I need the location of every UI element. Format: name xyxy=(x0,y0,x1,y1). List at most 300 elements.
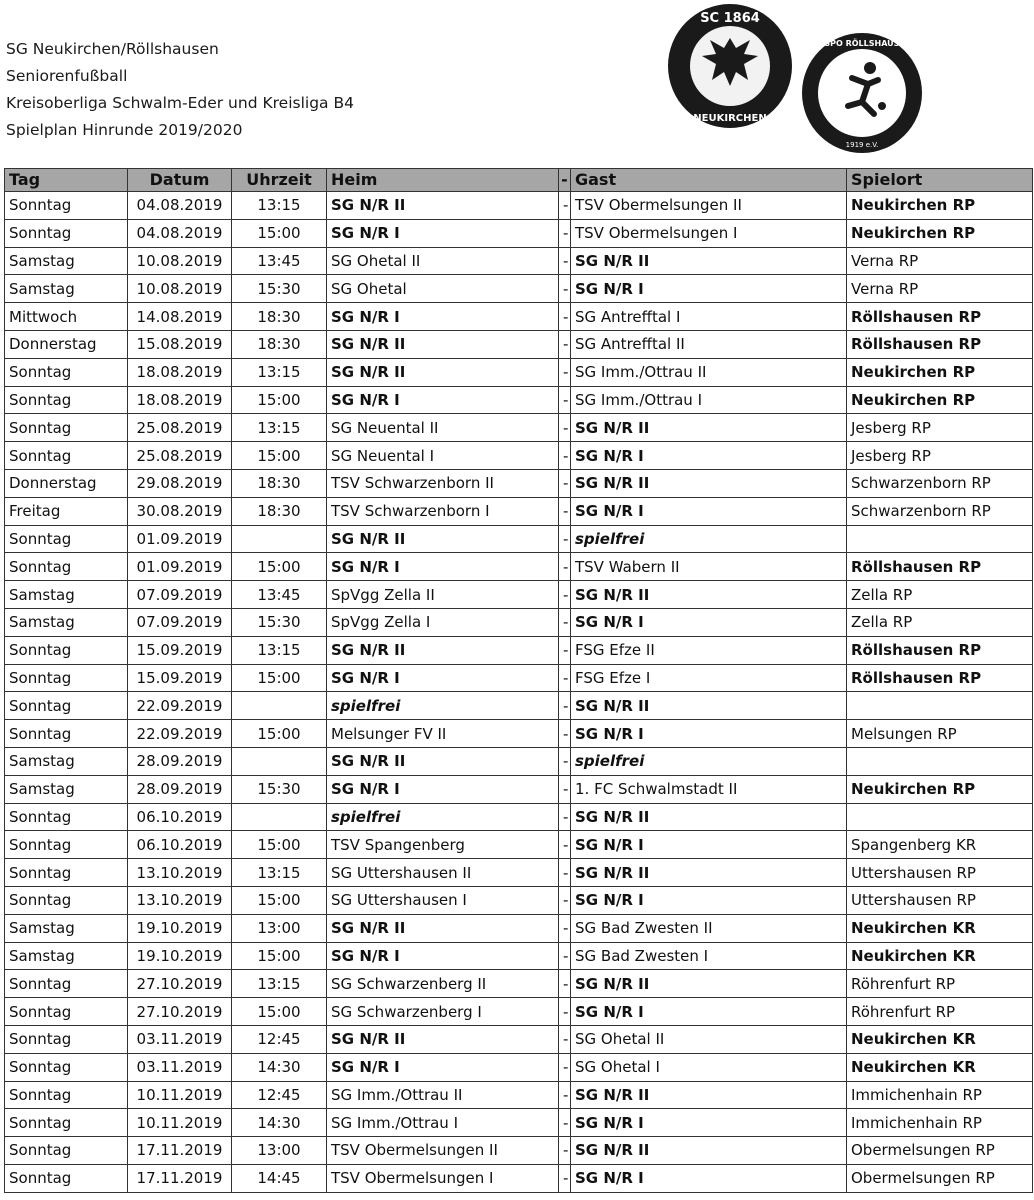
cell-datum: 27.10.2019 xyxy=(128,998,232,1026)
col-header-sep: - xyxy=(559,169,571,192)
cell-datum: 30.08.2019 xyxy=(128,497,232,525)
cell-datum: 22.09.2019 xyxy=(128,720,232,748)
cell-heim: SG N/R I xyxy=(327,775,559,803)
table-row xyxy=(5,1137,1033,1165)
cell-sep: - xyxy=(559,998,571,1026)
cell-heim: Melsunger FV II xyxy=(327,720,559,748)
cell-heim: SG N/R I xyxy=(327,942,559,970)
cell-spielort: Neukirchen RP xyxy=(847,219,1033,247)
cell-sep: - xyxy=(559,442,571,470)
cell-spielort: Neukirchen RP xyxy=(847,358,1033,386)
cell-datum: 07.09.2019 xyxy=(128,581,232,609)
table-row xyxy=(5,581,1033,609)
cell-gast: SG N/R I xyxy=(571,831,847,859)
league-name: Kreisoberliga Schwalm-Eder und Kreisliga B4 xyxy=(6,94,354,112)
cell-heim: SG Uttershausen I xyxy=(327,886,559,914)
cell-gast: SG Antrefftal I xyxy=(571,303,847,331)
col-header-tag: Tag xyxy=(5,169,128,192)
cell-heim: SG Schwarzenberg II xyxy=(327,970,559,998)
table-row xyxy=(5,1164,1033,1192)
cell-spielort: Uttershausen RP xyxy=(847,859,1033,887)
cell-sep: - xyxy=(559,358,571,386)
table-row xyxy=(5,525,1033,553)
table-row xyxy=(5,469,1033,497)
cell-uhrzeit: 13:15 xyxy=(232,636,327,664)
col-header-gast: Gast xyxy=(571,169,847,192)
cell-uhrzeit: 15:00 xyxy=(232,442,327,470)
cell-tag: Sonntag xyxy=(5,192,128,220)
cell-sep: - xyxy=(559,192,571,220)
cell-tag: Sonntag xyxy=(5,664,128,692)
cell-gast: SG Antrefftal II xyxy=(571,330,847,358)
table-row xyxy=(5,664,1033,692)
table-row xyxy=(5,970,1033,998)
cell-uhrzeit: 15:00 xyxy=(232,998,327,1026)
table-row xyxy=(5,692,1033,720)
table-row xyxy=(5,859,1033,887)
cell-datum: 10.11.2019 xyxy=(128,1109,232,1137)
cell-uhrzeit: 15:00 xyxy=(232,942,327,970)
table-row xyxy=(5,1025,1033,1053)
cell-spielort: Neukirchen KR xyxy=(847,1053,1033,1081)
cell-sep: - xyxy=(559,1025,571,1053)
table-row xyxy=(5,608,1033,636)
cell-heim: TSV Schwarzenborn I xyxy=(327,497,559,525)
sc-neukirchen-logo xyxy=(660,0,800,135)
cell-sep: - xyxy=(559,886,571,914)
cell-tag: Sonntag xyxy=(5,720,128,748)
cell-spielort: Verna RP xyxy=(847,275,1033,303)
cell-sep: - xyxy=(559,1109,571,1137)
schedule-table xyxy=(4,168,1033,1193)
cell-heim: SG N/R I xyxy=(327,303,559,331)
cell-gast: SG N/R I xyxy=(571,497,847,525)
cell-heim: SpVgg Zella II xyxy=(327,581,559,609)
cell-heim: SG Schwarzenberg I xyxy=(327,998,559,1026)
cell-heim: SG Neuental I xyxy=(327,442,559,470)
cell-datum: 28.09.2019 xyxy=(128,775,232,803)
cell-sep: - xyxy=(559,608,571,636)
cell-sep: - xyxy=(559,942,571,970)
table-row xyxy=(5,553,1033,581)
cell-gast: SG N/R II xyxy=(571,1081,847,1109)
cell-spielort: Neukirchen KR xyxy=(847,942,1033,970)
cell-tag: Samstag xyxy=(5,275,128,303)
cell-tag: Sonntag xyxy=(5,525,128,553)
cell-gast: SG Imm./Ottrau II xyxy=(571,358,847,386)
cell-datum: 18.08.2019 xyxy=(128,386,232,414)
cell-uhrzeit: 15:00 xyxy=(232,886,327,914)
cell-gast: SG Ohetal I xyxy=(571,1053,847,1081)
svg-text:TUSPO RÖLLSHAUSEN: TUSPO RÖLLSHAUSEN xyxy=(812,39,912,48)
cell-tag: Sonntag xyxy=(5,1025,128,1053)
table-row xyxy=(5,803,1033,831)
cell-sep: - xyxy=(559,414,571,442)
cell-gast: 1. FC Schwalmstadt II xyxy=(571,775,847,803)
cell-heim: SG N/R I xyxy=(327,664,559,692)
cell-spielort: Verna RP xyxy=(847,247,1033,275)
cell-sep: - xyxy=(559,636,571,664)
cell-gast: FSG Efze I xyxy=(571,664,847,692)
table-header-row xyxy=(5,169,1033,192)
cell-datum: 13.10.2019 xyxy=(128,886,232,914)
cell-gast: TSV Obermelsungen II xyxy=(571,192,847,220)
cell-gast: SG N/R II xyxy=(571,247,847,275)
cell-heim: SG N/R I xyxy=(327,553,559,581)
cell-heim: SG Neuental II xyxy=(327,414,559,442)
cell-gast: SG N/R II xyxy=(571,414,847,442)
cell-uhrzeit: 18:30 xyxy=(232,330,327,358)
cell-sep: - xyxy=(559,747,571,775)
cell-sep: - xyxy=(559,275,571,303)
cell-sep: - xyxy=(559,330,571,358)
cell-uhrzeit xyxy=(232,692,327,720)
cell-spielort xyxy=(847,747,1033,775)
cell-gast: FSG Efze II xyxy=(571,636,847,664)
svg-text:NEUKIRCHEN: NEUKIRCHEN xyxy=(693,113,767,124)
cell-uhrzeit: 13:15 xyxy=(232,358,327,386)
cell-sep: - xyxy=(559,247,571,275)
cell-datum: 13.10.2019 xyxy=(128,859,232,887)
table-row xyxy=(5,1053,1033,1081)
cell-tag: Sonntag xyxy=(5,859,128,887)
cell-gast: SG N/R I xyxy=(571,998,847,1026)
cell-uhrzeit: 14:30 xyxy=(232,1109,327,1137)
table-row xyxy=(5,1081,1033,1109)
cell-heim: SG Ohetal II xyxy=(327,247,559,275)
cell-datum: 10.08.2019 xyxy=(128,275,232,303)
cell-tag: Samstag xyxy=(5,942,128,970)
svg-text:1919 e.V.: 1919 e.V. xyxy=(845,141,879,149)
cell-tag: Sonntag xyxy=(5,970,128,998)
cell-tag: Sonntag xyxy=(5,219,128,247)
cell-uhrzeit: 14:45 xyxy=(232,1164,327,1192)
cell-datum: 06.10.2019 xyxy=(128,831,232,859)
cell-tag: Sonntag xyxy=(5,998,128,1026)
table-row xyxy=(5,998,1033,1026)
cell-spielort: Röhrenfurt RP xyxy=(847,970,1033,998)
cell-heim: TSV Obermelsungen II xyxy=(327,1137,559,1165)
table-row xyxy=(5,914,1033,942)
cell-uhrzeit: 12:45 xyxy=(232,1081,327,1109)
cell-datum: 06.10.2019 xyxy=(128,803,232,831)
cell-spielort: Röllshausen RP xyxy=(847,553,1033,581)
cell-tag: Sonntag xyxy=(5,1164,128,1192)
cell-spielort: Immichenhain RP xyxy=(847,1081,1033,1109)
cell-tag: Samstag xyxy=(5,747,128,775)
table-row xyxy=(5,386,1033,414)
cell-uhrzeit: 13:15 xyxy=(232,414,327,442)
cell-spielort: Melsungen RP xyxy=(847,720,1033,748)
cell-sep: - xyxy=(559,386,571,414)
cell-spielort xyxy=(847,525,1033,553)
cell-gast: SG N/R II xyxy=(571,803,847,831)
cell-uhrzeit: 13:00 xyxy=(232,1137,327,1165)
cell-uhrzeit: 13:45 xyxy=(232,247,327,275)
cell-datum: 25.08.2019 xyxy=(128,442,232,470)
cell-tag: Mittwoch xyxy=(5,303,128,331)
table-row xyxy=(5,636,1033,664)
table-row xyxy=(5,942,1033,970)
cell-sep: - xyxy=(559,803,571,831)
cell-tag: Samstag xyxy=(5,608,128,636)
cell-gast: spielfrei xyxy=(571,747,847,775)
cell-gast: SG Imm./Ottrau I xyxy=(571,386,847,414)
cell-spielort: Röhrenfurt RP xyxy=(847,998,1033,1026)
cell-gast: SG N/R I xyxy=(571,1164,847,1192)
table-row xyxy=(5,414,1033,442)
cell-gast: SG N/R II xyxy=(571,469,847,497)
cell-uhrzeit: 15:00 xyxy=(232,553,327,581)
cell-datum: 10.08.2019 xyxy=(128,247,232,275)
cell-tag: Sonntag xyxy=(5,1053,128,1081)
table-row xyxy=(5,497,1033,525)
cell-uhrzeit: 13:45 xyxy=(232,581,327,609)
cell-datum: 28.09.2019 xyxy=(128,747,232,775)
table-row xyxy=(5,358,1033,386)
cell-gast: TSV Obermelsungen I xyxy=(571,219,847,247)
cell-datum: 04.08.2019 xyxy=(128,219,232,247)
cell-spielort: Obermelsungen RP xyxy=(847,1137,1033,1165)
cell-datum: 19.10.2019 xyxy=(128,942,232,970)
cell-uhrzeit: 15:30 xyxy=(232,608,327,636)
cell-gast: SG Bad Zwesten II xyxy=(571,914,847,942)
cell-uhrzeit: 13:00 xyxy=(232,914,327,942)
cell-gast: SG N/R II xyxy=(571,692,847,720)
col-header-spielort: Spielort xyxy=(847,169,1033,192)
cell-heim: SG N/R I xyxy=(327,219,559,247)
cell-spielort: Schwarzenborn RP xyxy=(847,497,1033,525)
cell-uhrzeit: 15:00 xyxy=(232,831,327,859)
cell-uhrzeit xyxy=(232,747,327,775)
cell-spielort: Spangenberg KR xyxy=(847,831,1033,859)
document-header xyxy=(6,36,354,144)
cell-uhrzeit: 13:15 xyxy=(232,859,327,887)
cell-spielort: Uttershausen RP xyxy=(847,886,1033,914)
cell-spielort: Neukirchen KR xyxy=(847,914,1033,942)
cell-heim: TSV Schwarzenborn II xyxy=(327,469,559,497)
cell-spielort: Schwarzenborn RP xyxy=(847,469,1033,497)
cell-heim: SG N/R I xyxy=(327,1053,559,1081)
table-row xyxy=(5,303,1033,331)
cell-datum: 01.09.2019 xyxy=(128,553,232,581)
table-row xyxy=(5,831,1033,859)
table-row xyxy=(5,747,1033,775)
club-logos xyxy=(660,0,930,160)
cell-datum: 15.09.2019 xyxy=(128,636,232,664)
cell-gast: TSV Wabern II xyxy=(571,553,847,581)
cell-sep: - xyxy=(559,303,571,331)
cell-tag: Sonntag xyxy=(5,414,128,442)
cell-sep: - xyxy=(559,581,571,609)
cell-heim: SG N/R II xyxy=(327,914,559,942)
cell-uhrzeit: 15:00 xyxy=(232,386,327,414)
cell-uhrzeit xyxy=(232,803,327,831)
cell-datum: 17.11.2019 xyxy=(128,1137,232,1165)
cell-sep: - xyxy=(559,1053,571,1081)
cell-sep: - xyxy=(559,1137,571,1165)
cell-heim: SG N/R II xyxy=(327,1025,559,1053)
cell-gast: SG N/R I xyxy=(571,275,847,303)
cell-sep: - xyxy=(559,914,571,942)
cell-datum: 14.08.2019 xyxy=(128,303,232,331)
cell-sep: - xyxy=(559,970,571,998)
cell-uhrzeit: 18:30 xyxy=(232,469,327,497)
cell-tag: Sonntag xyxy=(5,1137,128,1165)
cell-heim: SG N/R II xyxy=(327,330,559,358)
cell-uhrzeit: 15:00 xyxy=(232,720,327,748)
cell-datum: 07.09.2019 xyxy=(128,608,232,636)
table-row xyxy=(5,275,1033,303)
cell-uhrzeit: 12:45 xyxy=(232,1025,327,1053)
schedule-title: Spielplan Hinrunde 2019/2020 xyxy=(6,121,243,139)
cell-datum: 29.08.2019 xyxy=(128,469,232,497)
cell-spielort: Zella RP xyxy=(847,581,1033,609)
cell-tag: Samstag xyxy=(5,247,128,275)
cell-sep: - xyxy=(559,497,571,525)
cell-datum: 18.08.2019 xyxy=(128,358,232,386)
cell-sep: - xyxy=(559,525,571,553)
cell-heim: SG Imm./Ottrau I xyxy=(327,1109,559,1137)
cell-tag: Sonntag xyxy=(5,358,128,386)
cell-sep: - xyxy=(559,1081,571,1109)
table-row xyxy=(5,247,1033,275)
cell-sep: - xyxy=(559,775,571,803)
cell-datum: 01.09.2019 xyxy=(128,525,232,553)
cell-tag: Samstag xyxy=(5,775,128,803)
cell-tag: Donnerstag xyxy=(5,330,128,358)
cell-uhrzeit: 15:30 xyxy=(232,775,327,803)
cell-datum: 03.11.2019 xyxy=(128,1053,232,1081)
cell-spielort xyxy=(847,803,1033,831)
cell-heim: SG N/R I xyxy=(327,386,559,414)
cell-uhrzeit: 15:30 xyxy=(232,275,327,303)
cell-gast: SG N/R I xyxy=(571,442,847,470)
cell-sep: - xyxy=(559,219,571,247)
cell-spielort: Neukirchen RP xyxy=(847,192,1033,220)
cell-tag: Donnerstag xyxy=(5,469,128,497)
club-name: SG Neukirchen/Röllshausen xyxy=(6,40,219,58)
cell-heim: SG Ohetal xyxy=(327,275,559,303)
table-row xyxy=(5,1109,1033,1137)
cell-tag: Sonntag xyxy=(5,803,128,831)
cell-uhrzeit: 14:30 xyxy=(232,1053,327,1081)
cell-spielort: Jesberg RP xyxy=(847,442,1033,470)
cell-spielort: Zella RP xyxy=(847,608,1033,636)
section-name: Seniorenfußball xyxy=(6,67,128,85)
cell-sep: - xyxy=(559,692,571,720)
cell-tag: Sonntag xyxy=(5,636,128,664)
cell-uhrzeit: 18:30 xyxy=(232,303,327,331)
cell-gast: SG N/R II xyxy=(571,970,847,998)
cell-spielort: Röllshausen RP xyxy=(847,330,1033,358)
cell-heim: TSV Spangenberg xyxy=(327,831,559,859)
cell-heim: SG N/R II xyxy=(327,192,559,220)
cell-heim: SpVgg Zella I xyxy=(327,608,559,636)
cell-sep: - xyxy=(559,859,571,887)
cell-gast: SG N/R II xyxy=(571,1137,847,1165)
cell-spielort: Röllshausen RP xyxy=(847,636,1033,664)
cell-gast: spielfrei xyxy=(571,525,847,553)
cell-tag: Sonntag xyxy=(5,886,128,914)
cell-sep: - xyxy=(559,831,571,859)
cell-spielort: Röllshausen RP xyxy=(847,664,1033,692)
cell-spielort: Jesberg RP xyxy=(847,414,1033,442)
cell-gast: SG Bad Zwesten I xyxy=(571,942,847,970)
cell-uhrzeit: 18:30 xyxy=(232,497,327,525)
tuspo-rollshausen-logo xyxy=(800,28,926,158)
cell-sep: - xyxy=(559,720,571,748)
cell-tag: Sonntag xyxy=(5,386,128,414)
cell-datum: 10.11.2019 xyxy=(128,1081,232,1109)
cell-heim: TSV Obermelsungen I xyxy=(327,1164,559,1192)
cell-datum: 17.11.2019 xyxy=(128,1164,232,1192)
col-header-uhrzeit: Uhrzeit xyxy=(232,169,327,192)
svg-text:SC 1864: SC 1864 xyxy=(700,11,760,26)
cell-gast: SG N/R II xyxy=(571,859,847,887)
cell-tag: Sonntag xyxy=(5,831,128,859)
cell-gast: SG Ohetal II xyxy=(571,1025,847,1053)
cell-spielort: Neukirchen RP xyxy=(847,386,1033,414)
cell-tag: Sonntag xyxy=(5,1081,128,1109)
table-row xyxy=(5,775,1033,803)
cell-uhrzeit xyxy=(232,525,327,553)
cell-datum: 04.08.2019 xyxy=(128,192,232,220)
cell-uhrzeit: 15:00 xyxy=(232,219,327,247)
cell-spielort: Obermelsungen RP xyxy=(847,1164,1033,1192)
cell-heim: SG N/R II xyxy=(327,358,559,386)
col-header-datum: Datum xyxy=(128,169,232,192)
cell-datum: 15.08.2019 xyxy=(128,330,232,358)
cell-sep: - xyxy=(559,469,571,497)
cell-heim: SG N/R II xyxy=(327,525,559,553)
cell-tag: Samstag xyxy=(5,914,128,942)
cell-spielort: Neukirchen RP xyxy=(847,775,1033,803)
cell-datum: 22.09.2019 xyxy=(128,692,232,720)
cell-gast: SG N/R I xyxy=(571,886,847,914)
cell-sep: - xyxy=(559,553,571,581)
cell-datum: 15.09.2019 xyxy=(128,664,232,692)
cell-heim: SG N/R II xyxy=(327,747,559,775)
cell-datum: 25.08.2019 xyxy=(128,414,232,442)
cell-heim: SG Imm./Ottrau II xyxy=(327,1081,559,1109)
table-row xyxy=(5,330,1033,358)
cell-datum: 27.10.2019 xyxy=(128,970,232,998)
cell-uhrzeit: 13:15 xyxy=(232,192,327,220)
cell-tag: Sonntag xyxy=(5,553,128,581)
table-row xyxy=(5,219,1033,247)
cell-gast: SG N/R I xyxy=(571,720,847,748)
col-header-heim: Heim xyxy=(327,169,559,192)
table-row xyxy=(5,192,1033,220)
cell-heim: spielfrei xyxy=(327,803,559,831)
cell-uhrzeit: 13:15 xyxy=(232,970,327,998)
cell-sep: - xyxy=(559,664,571,692)
cell-datum: 19.10.2019 xyxy=(128,914,232,942)
cell-heim: spielfrei xyxy=(327,692,559,720)
cell-tag: Samstag xyxy=(5,581,128,609)
cell-tag: Sonntag xyxy=(5,442,128,470)
cell-datum: 03.11.2019 xyxy=(128,1025,232,1053)
cell-uhrzeit: 15:00 xyxy=(232,664,327,692)
cell-spielort: Röllshausen RP xyxy=(847,303,1033,331)
table-row xyxy=(5,720,1033,748)
table-row xyxy=(5,886,1033,914)
cell-heim: SG Uttershausen II xyxy=(327,859,559,887)
cell-gast: SG N/R I xyxy=(571,608,847,636)
cell-sep: - xyxy=(559,1164,571,1192)
cell-tag: Sonntag xyxy=(5,1109,128,1137)
